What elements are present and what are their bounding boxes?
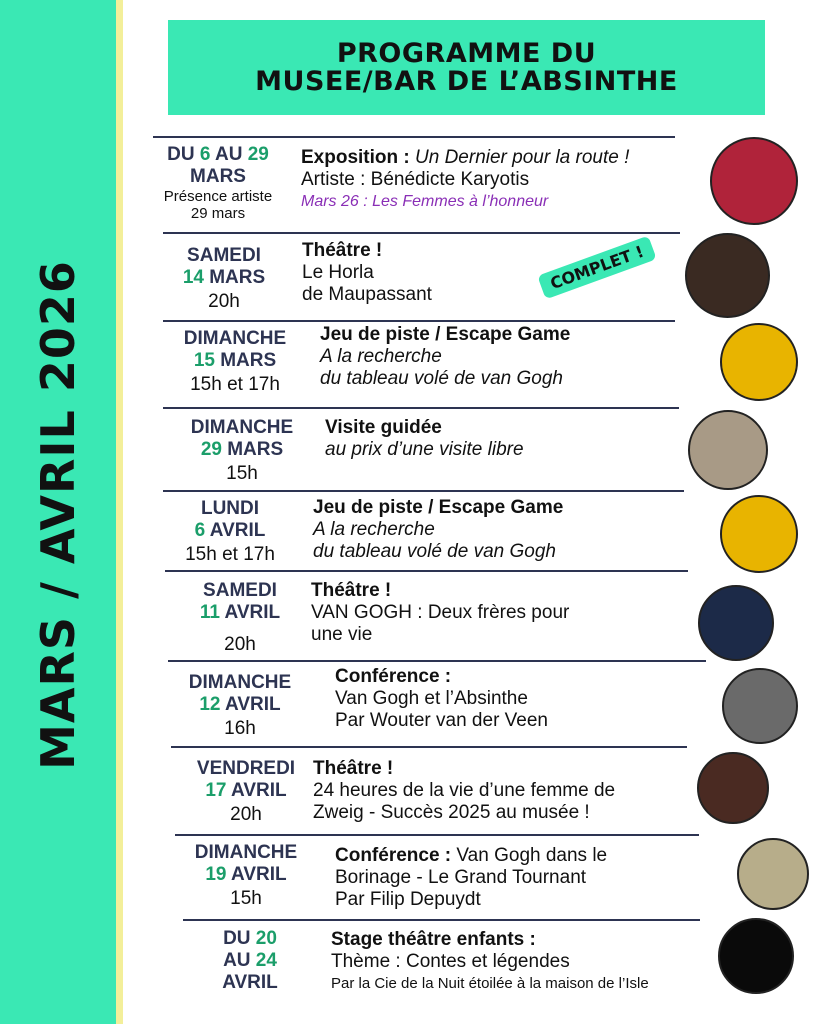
- event-info: Conférence : Van Gogh et l’Absinthe Par Wouter van der Veen: [335, 666, 548, 731]
- period-title: MARS / AVRIL 2026: [31, 260, 85, 770]
- event-info: Conférence : Van Gogh dans le Borinage - Le Grand Tournant Par Filip Depuydt: [335, 845, 608, 910]
- divider: [163, 490, 684, 492]
- event-date: DU 20 AU 24 AVRIL: [222, 928, 278, 993]
- divider: [153, 136, 675, 138]
- escape-game-poster-icon: [720, 323, 798, 401]
- event-date: LUNDI 6 AVRIL 15h et 17h: [185, 498, 275, 565]
- event-info: Théâtre ! Le Horla de Maupassant: [302, 240, 432, 305]
- escape-game-poster-icon: [720, 495, 798, 573]
- event-date: DIMANCHE 29 MARS 15h: [190, 417, 294, 484]
- event-info: Exposition : Un Dernier pour la route ! Artiste : Bénédicte Karyotis Mars 26 : Les Femmes à l’honneur: [301, 147, 630, 210]
- event-info: Visite guidée au prix d’une visite libre: [325, 417, 524, 460]
- event-info: Stage théâtre enfants : Thème : Contes et légendes Par la Cie de la Nuit étoilée à la maison de l’Isle: [331, 929, 649, 992]
- stage-performers-photo-icon: [718, 918, 794, 994]
- event-info: Théâtre ! VAN GOGH : Deux frères pour une vie: [311, 580, 570, 645]
- van-gogh-play-poster-icon: [698, 585, 774, 661]
- sold-out-badge: COMPLET !: [537, 236, 656, 300]
- divider: [163, 320, 675, 322]
- exhibition-photo-icon: [710, 137, 798, 225]
- event-date: VENDREDI 17 AVRIL 20h: [196, 758, 296, 825]
- speaker-portrait-icon: [722, 668, 798, 744]
- event-date: DIMANCHE 19 AVRIL 15h: [194, 842, 298, 909]
- event-date: DIMANCHE 12 AVRIL 16h: [188, 672, 292, 739]
- divider: [168, 660, 706, 662]
- divider: [163, 407, 679, 409]
- event-info: Théâtre ! 24 heures de la vie d’une femme de Zweig - Succès 2025 au musée !: [313, 758, 616, 823]
- event-info: Jeu de piste / Escape Game A la recherche du tableau volé de van Gogh: [320, 324, 571, 389]
- book-cover-icon: [737, 838, 809, 910]
- event-date: SAMEDI 14 MARS 20h: [182, 245, 266, 312]
- sidebar-stripe: [116, 0, 123, 1024]
- divider: [163, 232, 680, 234]
- museum-visit-photo-icon: [688, 410, 768, 490]
- horla-portrait-icon: [685, 233, 770, 318]
- event-date: SAMEDI 11 AVRIL 20h: [199, 580, 281, 655]
- event-date: DIMANCHE 15 MARS 15h et 17h: [183, 328, 287, 395]
- divider: [171, 746, 687, 748]
- event-date: DU 6 AU 29 MARS Présence artiste 29 mars: [163, 144, 273, 222]
- divider: [165, 570, 688, 572]
- title-line-1: PROGRAMME DU: [336, 37, 597, 69]
- divider: [175, 834, 699, 836]
- title-line-2: MUSEE/BAR DE L’ABSINTHE: [255, 65, 678, 97]
- page-title: [168, 20, 765, 115]
- event-info: Jeu de piste / Escape Game A la recherche du tableau volé de van Gogh: [313, 497, 564, 562]
- sidebar-band: [0, 0, 116, 1024]
- divider: [183, 919, 700, 921]
- actress-photo-icon: [697, 752, 769, 824]
